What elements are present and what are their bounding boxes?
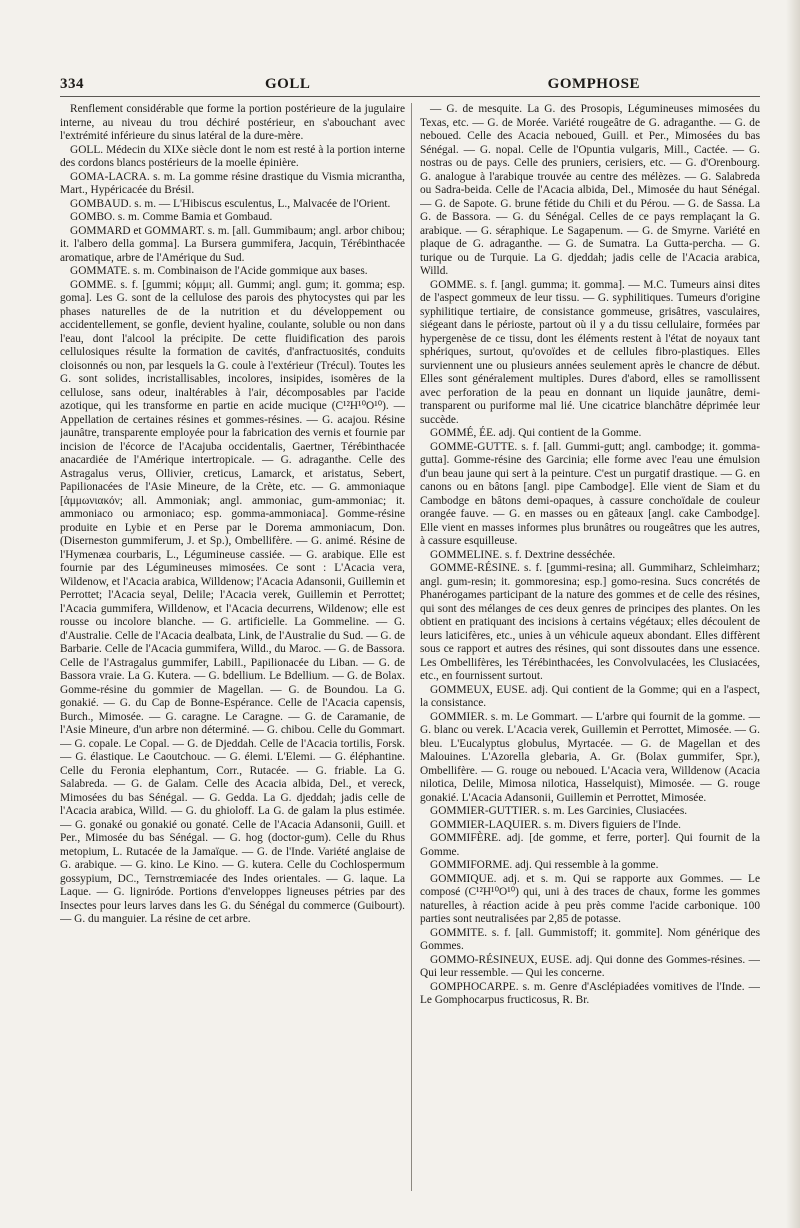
entry-gomme: GOMME. s. f. [gummi; κόμμι; all. Gummi; angl. gum; it. gomma; esp. goma]. Les G. sont de la cellulose des parois des phytocystes qui par les phases naturelles de de la nutrition et du développement ou accidentellement, se gonfle, devient hyaline, coulante, soluble ou non dans l'eau, dont l'alcool la précipite. De cette fluidification des parois cellulosiques résulte la formation de cavités, d'anfractuosités, conduits cloisonnés ou non, par lesquels la G. coule à l'extérieur (Trécul). Toutes les G. sont solides, incristallisables, incolores, insipides, isomères de la cellulose, sans odeur, inaltérables à l'air, décomposables par l'acide azotique, qui les transforme en partie en acide mucique (C¹²H¹⁰O¹⁰). — Appellation de certaines résines et gommes-résines. — G. acajou. Résine jaunâtre, transparente employée pour la fabrication des vernis et fournie par incision de l'écorce de l'Acajuba occidentalis, Gaertner, Térébinthacée anacardiée de l'Amérique intertropicale. — G. adraganthe. Celle des Astragalus verus, Ollivier, creticus, Lamarck, et aristatus, Sebert, Papilionacées de l'Asie Mineure, de la Crète, etc. — G. ammoniaque [ἀμμωνιακόν; all. Ammoniak; angl. ammoniac, gum-ammoniac; it. ammoniaco ou armoniaco; esp. gomma-ammoniaca]. Gomme-résine produite en Lybie et en Perse par le Dorema ammoniacum, Don. (Diserneston gummiferum, J. et Sp.), Ombellifère. — G. animé. Résine de l'Hymenæa courbaris, L., Légumineuse cassiée. — G. arabique. Elle est fournie par des Légumineuses mimosées. Ce sont : L'Acacia vera, Wildenow, et l'Acacia arabica, Willdenow; l'Acacia Adansonii, Guillemin et Perrottet; l'Acacia seyal, Delile; l'Acacia verek, Guillemin et Perrottet; l'Acacia gummifera, Willdenow, et l'Acacia decurrens, Wildenow; elle est rousse ou incolore blanche. — G. artificielle. La Gommeline. — G. d'Australie. Celle de l'Acacia dealbata, Link, de l'Australie du Sud. — G. de Barbarie. Celle de l'Acacia gummifera, Willd., du Maroc. — G. de Bassora. Celle de l'Astragalus gummifer, Labill., Papilionacée du Liban. — G. de Bassora vraie. La G. Kutera. — G. bdellium. Le Bdellium. — G. de Bolax. Gomme-résine du gommier de Magellan. — G. de Boundou. La G. gonakié. — G. du Cap de Bonne-Espérance. Celle de l'Acacia capensis, Burch., Mimosée. — G. caragne. Le Caragne. — G. de Caramanie, de l'Asie Mineure, d'un arbre non déterminé. — G. chibou. Celle du Gommart. — G. copale. Le Copal. — G. de Djeddah. Celle de l'Acacia tortilis, Forsk. — G. élastique. Le Caoutchouc. — G. élemi. L'Elemi. — G. éléphantine. Celle du Feronia elephantum, Corr., Rutacée. — G. friable. La G. Salabreda. — G. de Galam. Celle des Acacia albida, Del., et vereck, Mimosées du bas Sénégal. — G. Gedda. La G. djeddah; jadis celle de l'Acacia arabica, Willd. — G. du ghioloff. La G. de galam la plus estimée. — G. gonaké ou gonakié ou gonaté. Celle de l'Acacia Adansonii, Guill. et Per., Mimosée du bas Sénégal. — G. hog (doctor-gum). Celle du Rhus metopium, L. Rutacée de la Jamaïque. — G. de l'Inde. Variété anglaise de G. arabique. — G. kino. Le Kino. — G. kutera. Celle du Cochlospermum gossypium, DC., Ternstrœmiacée des Indes orientales. — G. laque. La Laque. — G. ligniróde. Portions d'enveloppes ligneuses pétries par des Insectes pour leurs larves dans les G. du Sénégal du commerce (Guibourt). — G. du manguier. La résine de cet arbre. <box>60 278 405 925</box>
entry-goll: GOLL. Médecin du XIXe siècle dont le nom est resté à la portion interne des cordons blancs postérieurs de la moelle épinière. <box>60 143 405 169</box>
left-column <box>60 103 405 1191</box>
entry-gommier-guttier: GOMMIER-GUTTIER. s. m. Les Garcinies, Clusiacées. <box>430 805 688 817</box>
entry-gommard: GOMMARD et GOMMART. s. m. [all. Gummibaum; angl. arbor chibou; it. l'albero della gomma]. La Bursera gummifera, Jacquin, Térébinthacée aromatique, arbre de l'Amérique du Sud. <box>60 224 405 264</box>
entry-gommier: GOMMIER. s. m. Le Gommart. — L'arbre qui fournit de la gomme. — G. blanc ou verek. L'Acacia verek, Guillemin et Perrottet, Mimosée. — G. bleu. L'Eucalyptus globulus, Myrtacée. — G. de Magellan et des Malouines. L'Azorella glebaria, A. Gr. (Bolax gummifer, Spr.), Ombellifère. — G. rouge ou neboued. L'Acacia vera, Willdenow (Acacia nilotica, Delile, Mimosa nilotica, Hasselquist), Mimosée. — G. rouge gonakié. L'Acacia Adansonii, Guillemin et Perrottet, Mimosée. <box>420 710 760 804</box>
running-head-right: GOMPHOSE <box>547 76 640 92</box>
entry-gomme-resine: GOMME-RÉSINE. s. f. [gummi-resina; all. Gummiharz, Schleimharz; angl. gum-resin; it. gommoresina; esp.] gomo-resina. Sucs concrétés de Phanérogames participant de la nature des gommes et de celle des résines, qui sont des mélanges de ces deux genres de principes des plantes. On les obtient en pratiquant des incisions à certains végétaux; elles découlent de leurs laticifères, etc., unies à un véhicule aqueux abondant. Elles diffèrent sous ce rapport et autres des résines, qui sont dissoutes dans une essence. Les Ombellifères, les Térébinthacées, les Convolvulacées, les Clusiacées, etc., en fournissent surtout. <box>420 562 760 682</box>
column-divider <box>411 103 412 1191</box>
entry-gommique: GOMMIQUE. adj. et s. m. Qui se rapporte aux Gommes. — Le composé (C¹²H¹⁰O¹⁰) qui, uni à des traces de chaux, forme les gommes naturelles, à réaction acide à peu près comme l'acide carbonique. 100 parties sont neutralisées par 2,85 de potasse. <box>420 872 760 925</box>
right-column <box>420 103 760 1191</box>
entry-gomme-medical: GOMME. s. f. [angl. gumma; it. gomma]. — M.C. Tumeurs ainsi dites de l'aspect gommeux de leur tissu. — G. syphilitiques. Tumeurs d'origine syphilitique tertiaire, de consistance gommeuse, grisâtres, vasculaires, siégeant dans le périoste, partout où il y a du tissu cellulaire, formées par hypergenèse de ce tissu, dont les éléments restent à l'état de noyaux tant sphériques, surtout, qu'ovoïdes et de cellules fibro-plastiques. Elles surviennent une ou plusieurs années seulement après le chancre de début. Elles sont généralement multiples. Dures d'abord, elles se ramollissent avec perforation de la peau en donnant un liquide jaunâtre, demi-transparent ou puriforme mal lié. Une cicatrice blanchâtre déprimée leur succède. <box>420 278 760 426</box>
running-head-left: GOLL <box>265 76 311 92</box>
entry-gommo-resineux: GOMMO-RÉSINEUX, EUSE. adj. Qui donne des Gommes-résines. — Qui leur ressemble. — Qui les concerne. <box>420 953 760 979</box>
entry-gommier-laquier: GOMMIER-LAQUIER. s. m. Divers figuiers de l'Inde. <box>430 818 681 831</box>
entry-goma-lacra: GOMA-LACRA. s. m. La gomme résine drastique du Vismia micrantha, Mart., Hypéricacée du Brésil. <box>60 170 405 196</box>
running-header <box>60 76 760 98</box>
entry-continuation: — G. de mesquite. La G. des Prosopis, Légumineuses mimosées du Texas, etc. — G. de Morée. Variété rougeâtre de G. adraganthe. — G. de neboued. Celle des Acacia neboued, Guill. et Per., Mimosées du bas Sénégal. — G. nopal. Celle de l'Opuntia vulgaris, Mill., Cactée. — G. nostras ou de pays. Celle des pruniers, cerisiers, etc. — G. d'Orenbourg. G. analogue à l'arabique trouvée au centre des mélèzes. — G. Salabreda ou Sadra-beida. Celle de l'Acacia albida, Del., Mimosée du haut Sénégal. — G. de Sapote. G. brune fétide du Chili et du Pérou. — G. de Sassa. La G. de Bassora. — G. du Sénégal. Celles de ce pays remplaçant la G. arabique. — G. séraphique. Le Sagapenum. — G. de Smyrne. Variété en plaque de G. adraganthe. — G. de Sumatra. La Gutta-percha. — G. turique ou de Turquie. La G. djeddah; jadis celle de l'Acacia arabica, Willd. <box>420 103 760 277</box>
entry-gomme-gutte: GOMME-GUTTE. s. f. [all. Gummi-gutt; angl. cambodge; it. gomma-gutta]. Gomme-résine des Garcinia; elle forme avec l'eau une émulsion d'un beau jaune qui sert à la peinture. C'est un purgatif drastique. — G. en canons ou en bâtons [angl. pipe Cambodge]. Elle vient de Siam et du Cambodge en bâtons demi-opaques, à cassure conchoïdale de couleur orangée fauve. — G. en masses ou en gâteaux [angl. cake Cambodge]. Elle vient en masses informes plus brunâtres ou rougeâtres que les autres, à cassure esquilleuse. <box>420 440 760 547</box>
entry-gombo: GOMBO. s. m. Comme Bamia et Gombaud. <box>70 211 273 223</box>
entry-gommifere: GOMMIFÈRE. adj. [de gomme, et ferre, porter]. Qui fournit de la Gomme. <box>420 832 760 858</box>
entry-gombaud: GOMBAUD. s. m. — L'Hibiscus esculentus, L., Malvacée de l'Orient. <box>70 197 391 210</box>
entry-gomme-adj: GOMMÉ, ÉE. adj. Qui contient de la Gomme. <box>430 427 642 439</box>
entry-gommite: GOMMITE. s. f. [all. Gummistoff; it. gommite]. Nom générique des Gommes. <box>420 926 760 952</box>
entry-gommiforme: GOMMIFORME. adj. Qui ressemble à la gomme. <box>430 859 659 871</box>
entry-gommeux: GOMMEUX, EUSE. adj. Qui contient de la Gomme; qui en a l'aspect, la consistance. <box>420 683 760 709</box>
page-edge-shadow <box>786 0 800 1228</box>
page-number: 334 <box>60 76 84 92</box>
header-rule <box>60 96 760 97</box>
entry-gommeline: GOMMELINE. s. f. Dextrine desséchée. <box>430 548 616 561</box>
entry-gommate: GOMMATE. s. m. Combinaison de l'Acide gommique aux bases. <box>70 265 368 277</box>
entry-paragraph: Renflement considérable que forme la portion postérieure de la jugulaire interne, au niveau du trou déchiré postérieur, en s'abouchant avec l'extrémité inférieure du sinus latéral de la dure-mère. <box>60 103 405 142</box>
entry-gomphocarpe: GOMPHOCARPE. s. m. Genre d'Asclépiadées vomitives de l'Inde. — Le Gomphocarpus fructicosus, R. Br. <box>420 980 760 1006</box>
